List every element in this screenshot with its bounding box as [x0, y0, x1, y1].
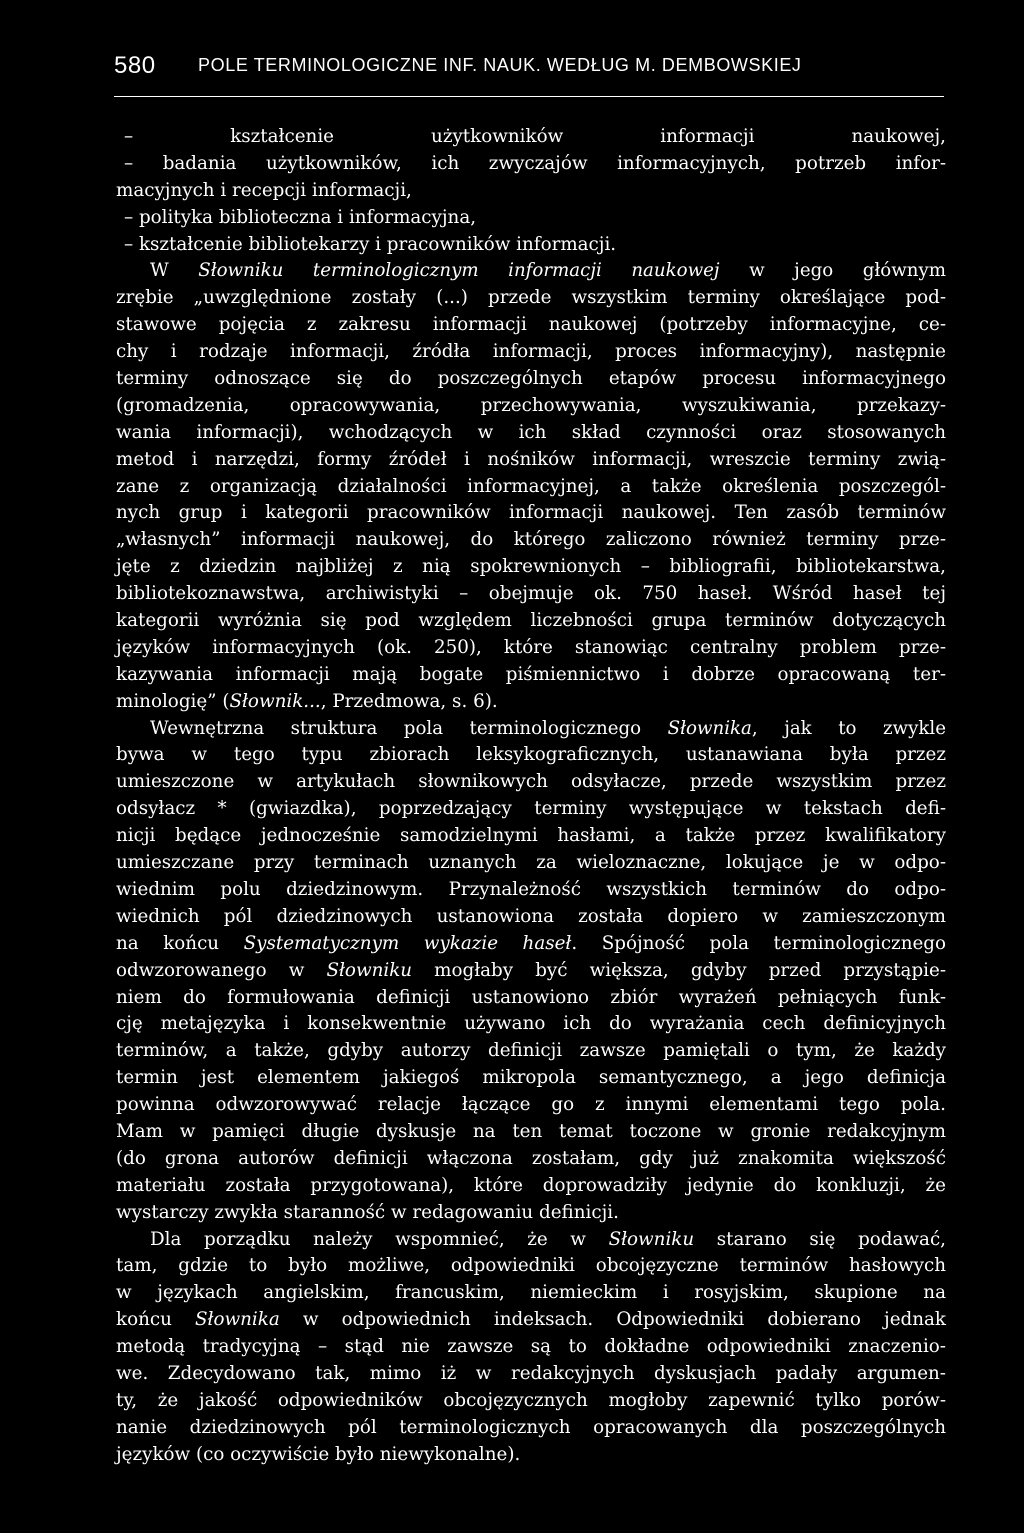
text-line: chy i rodzaje informacji, źródła informacji, proces informacyjny), następnie	[116, 341, 946, 363]
text-line: – kształcenie użytkowników informacji naukowej,	[124, 126, 946, 147]
text-line: macyjnych i recepcji informacji,	[116, 179, 412, 201]
text-line: (do grona autorów definicji włączona zostałam, gdy już znakomita większość	[116, 1147, 946, 1169]
text-line: kazywania informacji mają bogate piśmiennictwo i dobrze opracowaną ter-	[116, 663, 946, 685]
text-line: bibliotekoznawstwa, archiwistyki – obejmuje ok. 750 haseł. Wśród haseł tej	[116, 583, 946, 605]
text-line: terminów, a także, gdyby autorzy definicji zawsze pamiętali o tym, że każdy	[116, 1040, 946, 1062]
page-header	[114, 52, 944, 92]
text-line: ty, że jakość odpowiedników obcojęzycznych mogłoby zapewnić tylko porów-	[116, 1389, 946, 1411]
text-line: metod i narzędzi, formy źródeł i nośników informacji, wreszcie terminy zwią-	[116, 448, 946, 470]
text-line: zrębie „uwzględnione zostały (...) przede wszystkim terminy określające pod-	[116, 287, 946, 309]
text-line: cję metajęzyka i konsekwentnie używano ich do wyrażania cech definicyjnych	[116, 1013, 946, 1035]
text-line: – kształcenie bibliotekarzy i pracowników informacji.	[124, 233, 617, 255]
text-line: kategorii wyróżnia się pod względem liczebności grupa terminów dotyczących	[116, 610, 946, 632]
text-line: jęte z dziedzin najbliżej z nią spokrewnionych – bibliografii, bibliotekarstwa,	[116, 556, 946, 578]
text-line: bywa w tego typu zbiorach leksykograficznych, ustanawiana była przez	[116, 744, 946, 766]
text-line: tam, gdzie to było możliwe, odpowiedniki obcojęzyczne terminów hasłowych	[116, 1255, 946, 1277]
text-line: (gromadzenia, opracowywania, przechowywania, wyszukiwania, przekazy-	[116, 394, 946, 416]
text-line: nicji będące jednocześnie samodzielnymi hasłami, a także przez kwalifikatory	[116, 825, 946, 847]
text-line: wiednim polu dziedzinowym. Przynależność wszystkich terminów do odpo-	[116, 878, 946, 900]
text-line: „własnych” informacji naukowej, do którego zaliczono również terminy prze-	[116, 529, 946, 551]
text-line: powinna odwzorowywać relacje łączące go z innymi elementami tego pola.	[116, 1094, 946, 1116]
header-rule	[114, 96, 944, 97]
text-line: Mam w pamięci długie dyskusje na ten temat toczone w gronie redakcyjnym	[116, 1120, 946, 1142]
text-line: końcu Słownika w odpowiednich indeksach. Odpowiedniki dobierano jednak	[116, 1309, 946, 1331]
text-line: stawowe pojęcia z zakresu informacji naukowej (potrzeby informacyjne, ce-	[116, 314, 946, 336]
text-line: materiału została przygotowana), które doprowadziły jedynie do konkluzji, że	[116, 1174, 946, 1196]
text-line: wiednich pól dziedzinowych ustanowiona została dopiero w zamieszczonym	[116, 905, 946, 927]
text-line: języków (co oczywiście było niewykonalne).	[116, 1443, 521, 1465]
page-number: 580	[114, 52, 156, 79]
text-line: w językach angielskim, francuskim, niemieckim i rosyjskim, skupione na	[116, 1282, 946, 1304]
text-line: terminy odnoszące się do poszczególnych etapów procesu informacyjnego	[116, 368, 946, 390]
text-line: wystarczy zwykła staranność w redagowaniu definicji.	[116, 1201, 619, 1223]
running-title: POLE TERMINOLOGICZNE INF. NAUK. WEDŁUG M. DEMBOWSKIEJ	[198, 55, 802, 75]
paragraph-start: Dla porządku należy wspomnieć, że w Słowniku starano się podawać,	[150, 1228, 946, 1250]
text-line: nych grup i kategorii pracowników informacji naukowej. Ten zasób terminów	[116, 502, 946, 524]
text-line: nanie dziedzinowych pól terminologicznych opracowanych dla poszczególnych	[116, 1416, 946, 1438]
text-line: zane z organizacją działalności informacyjnej, a także określenia poszczegól-	[116, 475, 946, 497]
text-line: na końcu Systematycznym wykazie haseł. Spójność pola terminologicznego	[116, 932, 946, 954]
text-line: wania informacji), wchodzących w ich skład czynności oraz stosowanych	[116, 421, 946, 443]
paragraph-start: Wewnętrzna struktura pola terminologicznego Słownika, jak to zwykle	[150, 717, 946, 739]
text-line: odsyłacz * (gwiazdka), poprzedzający terminy występujące w tekstach defi-	[116, 798, 946, 820]
text-line: – badania użytkowników, ich zwyczajów informacyjnych, potrzeb infor-	[124, 152, 946, 174]
text-line: umieszczane przy terminach uznanych za wieloznaczne, lokujące je w odpo-	[116, 852, 946, 874]
text-line: metodą tradycyjną – stąd nie zawsze są to dokładne odpowiedniki znaczenio-	[116, 1336, 946, 1358]
text-line: odwzorowanego w Słowniku mogłaby być większa, gdyby przed przystąpie-	[116, 959, 946, 981]
text-line: termin jest elementem jakiegoś mikropola semantycznego, a jego definicja	[116, 1067, 946, 1089]
text-line: języków informacyjnych (ok. 250), które stanowiąc centralny problem prze-	[116, 636, 946, 658]
text-line: – polityka biblioteczna i informacyjna,	[124, 206, 477, 228]
body-text	[116, 124, 946, 1469]
text-line: umieszczone w artykułach słownikowych odsyłacze, przede wszystkim przez	[116, 771, 946, 793]
text-line: we. Zdecydowano tak, mimo iż w redakcyjnych dyskusjach padały argumen-	[116, 1362, 946, 1384]
text-line: minologię” (Słownik..., Przedmowa, s. 6).	[116, 690, 498, 712]
paragraph-start: W Słowniku terminologicznym informacji naukowej w jego głównym	[150, 260, 946, 282]
text-line: niem do formułowania definicji ustanowiono zbiór wyrażeń pełniących funk-	[116, 986, 946, 1008]
